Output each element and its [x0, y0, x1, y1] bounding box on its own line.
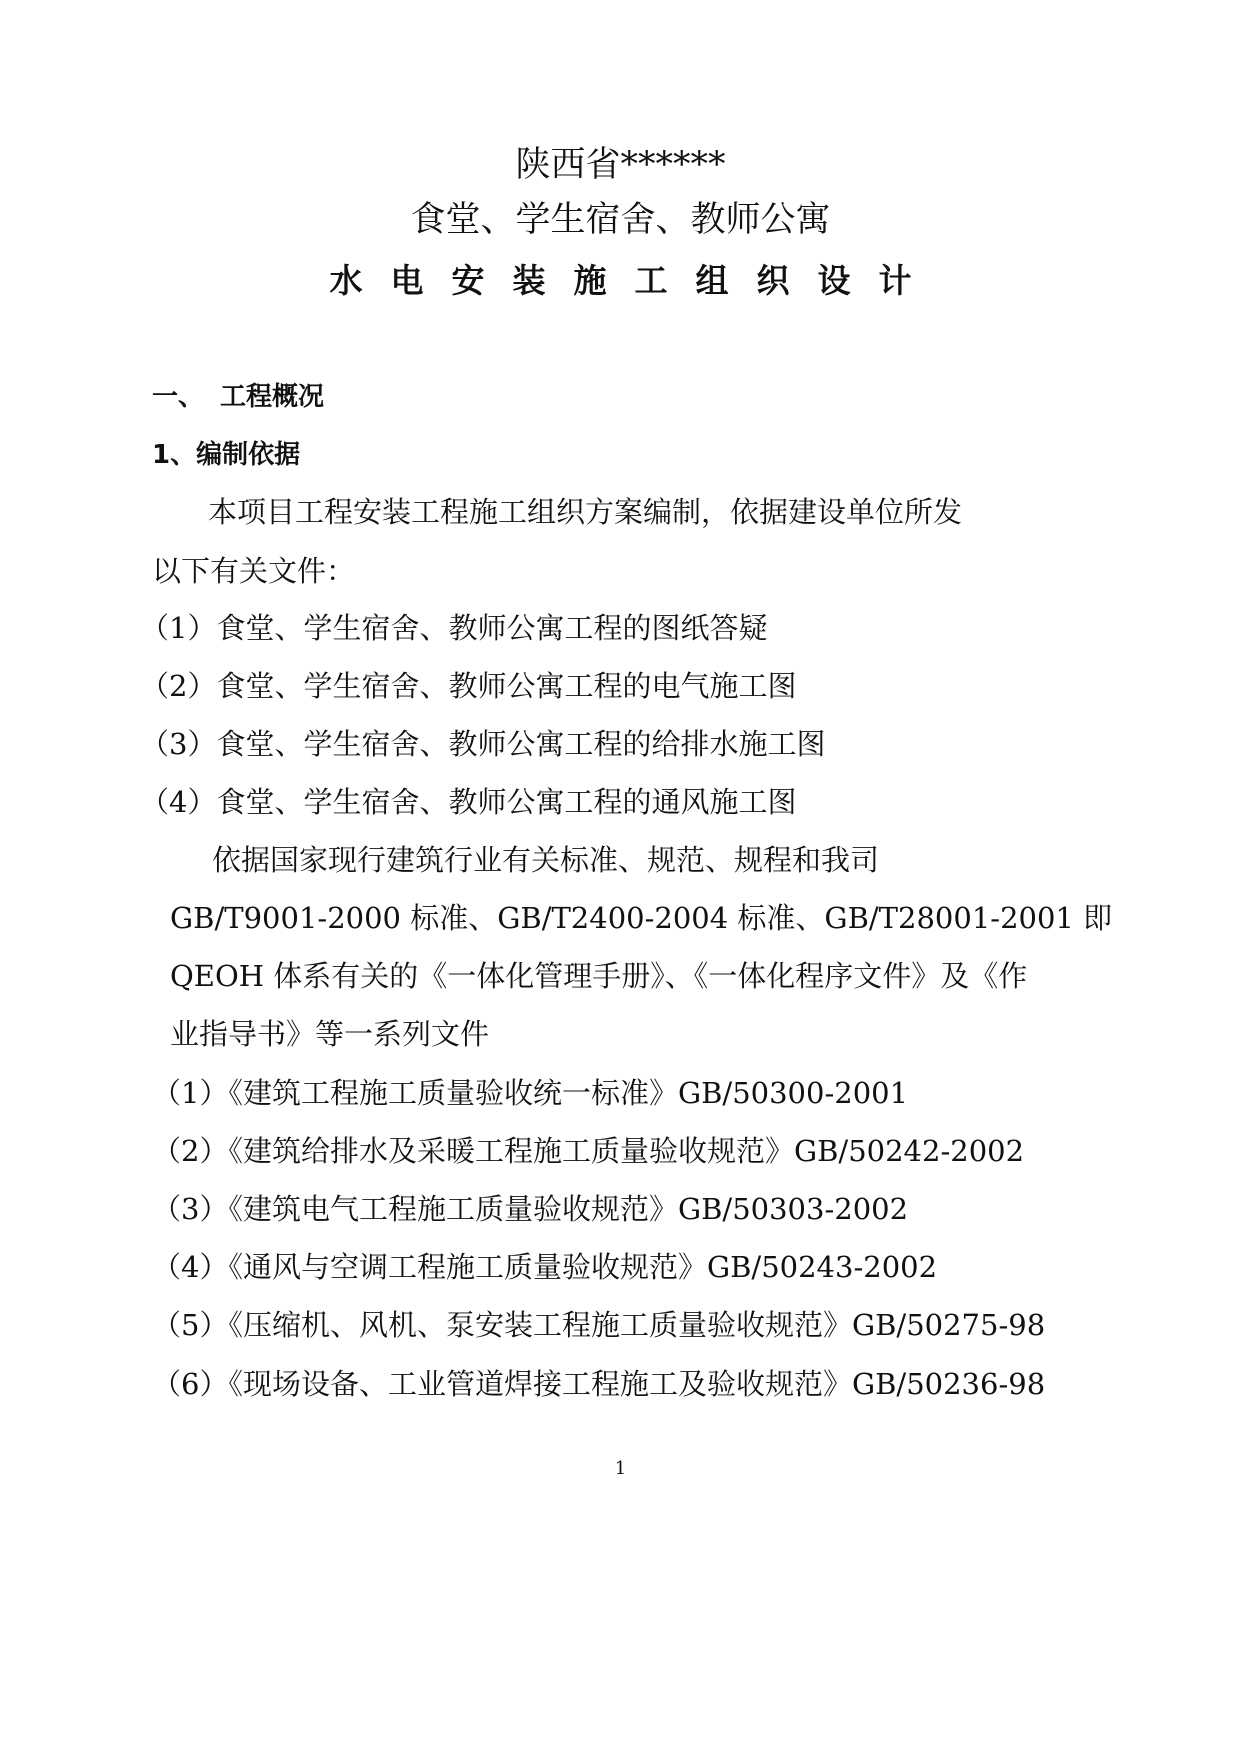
standards-intro-line-2: GB/T9001-2000 标准、GB/T2400-2004 标准、GB/T28001-2001 即 [170, 901, 1113, 935]
title-line-1: 陕西省****** [515, 145, 726, 185]
standard-item-4: （4）《通风与空调工程施工质量验收规范》GB/50243-2002 [152, 1250, 938, 1284]
title-line-3: 水电安装施工组织设计 [329, 261, 940, 300]
section-1-number: 一、 [152, 382, 205, 412]
document-item-2: （2）食堂、学生宿舍、教师公寓工程的电气施工图 [140, 669, 797, 703]
standards-intro-line-4: 业指导书》等一系列文件 [170, 1017, 490, 1051]
standard-item-3: （3）《建筑电气工程施工质量验收规范》GB/50303-2002 [152, 1192, 909, 1226]
standard-item-5: （5）《压缩机、风机、泵安装工程施工质量验收规范》GB/50275-98 [152, 1308, 1046, 1342]
standards-intro-line-3: QEOH 体系有关的《一体化管理手册》、《一体化程序文件》及《作 [170, 959, 1028, 993]
document-item-3: （3）食堂、学生宿舍、教师公寓工程的给排水施工图 [140, 727, 826, 761]
document-item-4: （4）食堂、学生宿舍、教师公寓工程的通风施工图 [140, 785, 797, 819]
document-item-1: （1）食堂、学生宿舍、教师公寓工程的图纸答疑 [140, 611, 768, 645]
section-1-heading: 工程概况 [220, 382, 325, 412]
intro-line-2: 以下有关文件： [152, 554, 356, 588]
standard-item-6: （6）《现场设备、工业管道焊接工程施工及验收规范》GB/50236-98 [152, 1367, 1046, 1401]
page-number: 1 [614, 1458, 627, 1479]
subsection-1-heading: 1、编制依据 [152, 440, 301, 470]
standard-item-2: （2）《建筑给排水及采暖工程施工质量验收规范》GB/50242-2002 [152, 1134, 1025, 1168]
standards-intro-line-1: 依据国家现行建筑行业有关标准、规范、规程和我司 [212, 843, 880, 877]
title-line-2: 食堂、学生宿舍、教师公寓 [410, 200, 831, 240]
standard-item-1: （1）《建筑工程施工质量验收统一标准》GB/50300-2001 [152, 1076, 909, 1110]
intro-line-1: 本项目工程安装工程施工组织方案编制，依据建设单位所发 [208, 495, 963, 529]
